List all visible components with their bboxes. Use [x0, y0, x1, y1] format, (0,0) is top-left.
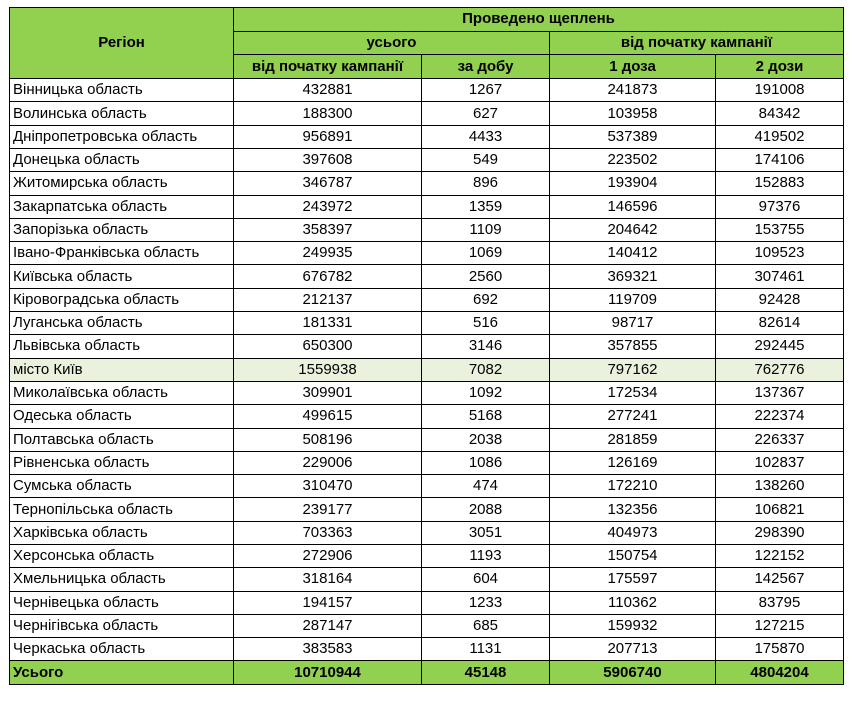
dose1-cell: 146596 [550, 195, 716, 218]
table-row [10, 79, 844, 102]
per-day-cell: 2560 [422, 265, 550, 288]
per-day-cell: 2088 [422, 498, 550, 521]
table-row [10, 288, 844, 311]
since-start-cell: 650300 [234, 335, 422, 358]
total-per-day: 45148 [422, 661, 550, 684]
table-row [10, 218, 844, 241]
per-day-cell: 4433 [422, 125, 550, 148]
dose2-cell: 92428 [716, 288, 844, 311]
since-start-cell: 309901 [234, 381, 422, 404]
dose2-cell: 142567 [716, 568, 844, 591]
dose1-cell: 98717 [550, 312, 716, 335]
per-day-cell: 7082 [422, 358, 550, 381]
since-start-cell: 310470 [234, 475, 422, 498]
dose1-cell: 150754 [550, 545, 716, 568]
since-start-cell: 272906 [234, 545, 422, 568]
since-start-cell: 432881 [234, 79, 422, 102]
table-row [10, 102, 844, 125]
per-day-cell: 474 [422, 475, 550, 498]
dose2-cell: 152883 [716, 172, 844, 195]
region-cell: Кіровоградська область [10, 288, 234, 311]
table-row [10, 498, 844, 521]
table-header [10, 8, 844, 79]
table-row [10, 405, 844, 428]
since-start-cell: 287147 [234, 614, 422, 637]
per-day-cell: 3051 [422, 521, 550, 544]
per-day-cell: 1267 [422, 79, 550, 102]
per-day-cell: 1233 [422, 591, 550, 614]
dose2-cell: 122152 [716, 545, 844, 568]
region-cell: Житомирська область [10, 172, 234, 195]
since-start-cell: 508196 [234, 428, 422, 451]
table-row [10, 148, 844, 171]
table-row [10, 172, 844, 195]
region-cell: Одеська область [10, 405, 234, 428]
per-day-cell: 2038 [422, 428, 550, 451]
total-dose1: 5906740 [550, 661, 716, 684]
per-day-header: за добу [422, 55, 550, 79]
total-since-start: 10710944 [234, 661, 422, 684]
since-start-cell: 249935 [234, 242, 422, 265]
dose2-cell: 106821 [716, 498, 844, 521]
dose1-cell: 172534 [550, 381, 716, 404]
region-cell: Київська область [10, 265, 234, 288]
table-row [10, 475, 844, 498]
region-cell: Черкаська область [10, 638, 234, 661]
since-start-cell: 499615 [234, 405, 422, 428]
dose1-cell: 281859 [550, 428, 716, 451]
since-start-cell: 181331 [234, 312, 422, 335]
region-cell: Херсонська область [10, 545, 234, 568]
dose2-cell: 191008 [716, 79, 844, 102]
since-start-cell: 239177 [234, 498, 422, 521]
table-row [10, 451, 844, 474]
dose1-cell: 119709 [550, 288, 716, 311]
dose1-cell: 537389 [550, 125, 716, 148]
vaccination-table [9, 7, 844, 685]
vaccinations-group-header: Проведено щеплень [234, 8, 844, 32]
dose2-cell: 174106 [716, 148, 844, 171]
per-day-cell: 685 [422, 614, 550, 637]
dose1-cell: 172210 [550, 475, 716, 498]
per-day-cell: 1069 [422, 242, 550, 265]
dose1-cell: 369321 [550, 265, 716, 288]
table-row [10, 591, 844, 614]
region-cell: Запорізька область [10, 218, 234, 241]
region-cell: Рівненська область [10, 451, 234, 474]
table-row [10, 312, 844, 335]
dose1-cell: 241873 [550, 79, 716, 102]
since-start-cell: 346787 [234, 172, 422, 195]
dose1-cell: 132356 [550, 498, 716, 521]
total-group-header: усього [234, 31, 550, 55]
per-day-cell: 627 [422, 102, 550, 125]
per-day-cell: 1131 [422, 638, 550, 661]
dose1-cell: 223502 [550, 148, 716, 171]
dose2-cell: 226337 [716, 428, 844, 451]
dose2-cell: 292445 [716, 335, 844, 358]
dose1-cell: 277241 [550, 405, 716, 428]
table-row [10, 568, 844, 591]
region-cell: Волинська область [10, 102, 234, 125]
table-row [10, 614, 844, 637]
dose2-cell: 102837 [716, 451, 844, 474]
dose1-cell: 103958 [550, 102, 716, 125]
dose2-cell: 82614 [716, 312, 844, 335]
region-cell: Чернігівська область [10, 614, 234, 637]
dose1-cell: 797162 [550, 358, 716, 381]
dose1-cell: 175597 [550, 568, 716, 591]
region-cell: Вінницька область [10, 79, 234, 102]
total-label: Усього [10, 661, 234, 684]
dose2-cell: 83795 [716, 591, 844, 614]
region-cell: Дніпропетровська область [10, 125, 234, 148]
total-dose2: 4804204 [716, 661, 844, 684]
per-day-cell: 896 [422, 172, 550, 195]
since-start-cell: 194157 [234, 591, 422, 614]
dose1-cell: 159932 [550, 614, 716, 637]
dose2-header: 2 дози [716, 55, 844, 79]
table-row [10, 125, 844, 148]
since-start-cell: 243972 [234, 195, 422, 218]
dose2-cell: 175870 [716, 638, 844, 661]
table-row [10, 428, 844, 451]
table-row [10, 242, 844, 265]
since-start-cell: 676782 [234, 265, 422, 288]
per-day-cell: 1359 [422, 195, 550, 218]
region-cell: Донецька область [10, 148, 234, 171]
table-row [10, 335, 844, 358]
per-day-cell: 692 [422, 288, 550, 311]
since-start-cell: 703363 [234, 521, 422, 544]
vaccination-table-container [9, 7, 844, 685]
table-footer [10, 661, 844, 684]
dose2-cell: 127215 [716, 614, 844, 637]
region-cell: Івано-Франківська область [10, 242, 234, 265]
table-row [10, 358, 844, 381]
dose1-cell: 404973 [550, 521, 716, 544]
region-cell: Хмельницька область [10, 568, 234, 591]
region-cell: Полтавська область [10, 428, 234, 451]
dose2-cell: 97376 [716, 195, 844, 218]
since-start-cell: 229006 [234, 451, 422, 474]
dose2-cell: 298390 [716, 521, 844, 544]
since-start-cell: 358397 [234, 218, 422, 241]
total-row [10, 661, 844, 684]
campaign-group-header: від початку кампанії [550, 31, 844, 55]
since-start-cell: 397608 [234, 148, 422, 171]
table-row [10, 545, 844, 568]
dose1-cell: 357855 [550, 335, 716, 358]
dose2-cell: 222374 [716, 405, 844, 428]
region-cell: місто Київ [10, 358, 234, 381]
per-day-cell: 1092 [422, 381, 550, 404]
per-day-cell: 1193 [422, 545, 550, 568]
since-start-cell: 318164 [234, 568, 422, 591]
since-start-cell: 188300 [234, 102, 422, 125]
dose2-cell: 762776 [716, 358, 844, 381]
since-start-header: від початку кампанії [234, 55, 422, 79]
per-day-cell: 604 [422, 568, 550, 591]
per-day-cell: 1109 [422, 218, 550, 241]
region-cell: Сумська область [10, 475, 234, 498]
per-day-cell: 1086 [422, 451, 550, 474]
region-cell: Чернівецька область [10, 591, 234, 614]
region-cell: Харківська область [10, 521, 234, 544]
table-row [10, 265, 844, 288]
dose2-cell: 153755 [716, 218, 844, 241]
dose2-cell: 109523 [716, 242, 844, 265]
region-cell: Миколаївська область [10, 381, 234, 404]
dose2-cell: 419502 [716, 125, 844, 148]
since-start-cell: 1559938 [234, 358, 422, 381]
region-cell: Закарпатська область [10, 195, 234, 218]
dose1-cell: 204642 [550, 218, 716, 241]
region-header: Регіон [10, 8, 234, 79]
per-day-cell: 5168 [422, 405, 550, 428]
table-body [10, 79, 844, 661]
dose1-cell: 110362 [550, 591, 716, 614]
table-row [10, 195, 844, 218]
dose1-cell: 207713 [550, 638, 716, 661]
dose2-cell: 137367 [716, 381, 844, 404]
per-day-cell: 549 [422, 148, 550, 171]
since-start-cell: 383583 [234, 638, 422, 661]
table-row [10, 381, 844, 404]
dose1-header: 1 доза [550, 55, 716, 79]
dose2-cell: 138260 [716, 475, 844, 498]
region-cell: Львівська область [10, 335, 234, 358]
per-day-cell: 3146 [422, 335, 550, 358]
dose2-cell: 84342 [716, 102, 844, 125]
region-cell: Луганська область [10, 312, 234, 335]
dose1-cell: 140412 [550, 242, 716, 265]
dose1-cell: 126169 [550, 451, 716, 474]
since-start-cell: 212137 [234, 288, 422, 311]
dose2-cell: 307461 [716, 265, 844, 288]
table-row [10, 638, 844, 661]
dose1-cell: 193904 [550, 172, 716, 195]
table-row [10, 521, 844, 544]
since-start-cell: 956891 [234, 125, 422, 148]
per-day-cell: 516 [422, 312, 550, 335]
region-cell: Тернопільська область [10, 498, 234, 521]
